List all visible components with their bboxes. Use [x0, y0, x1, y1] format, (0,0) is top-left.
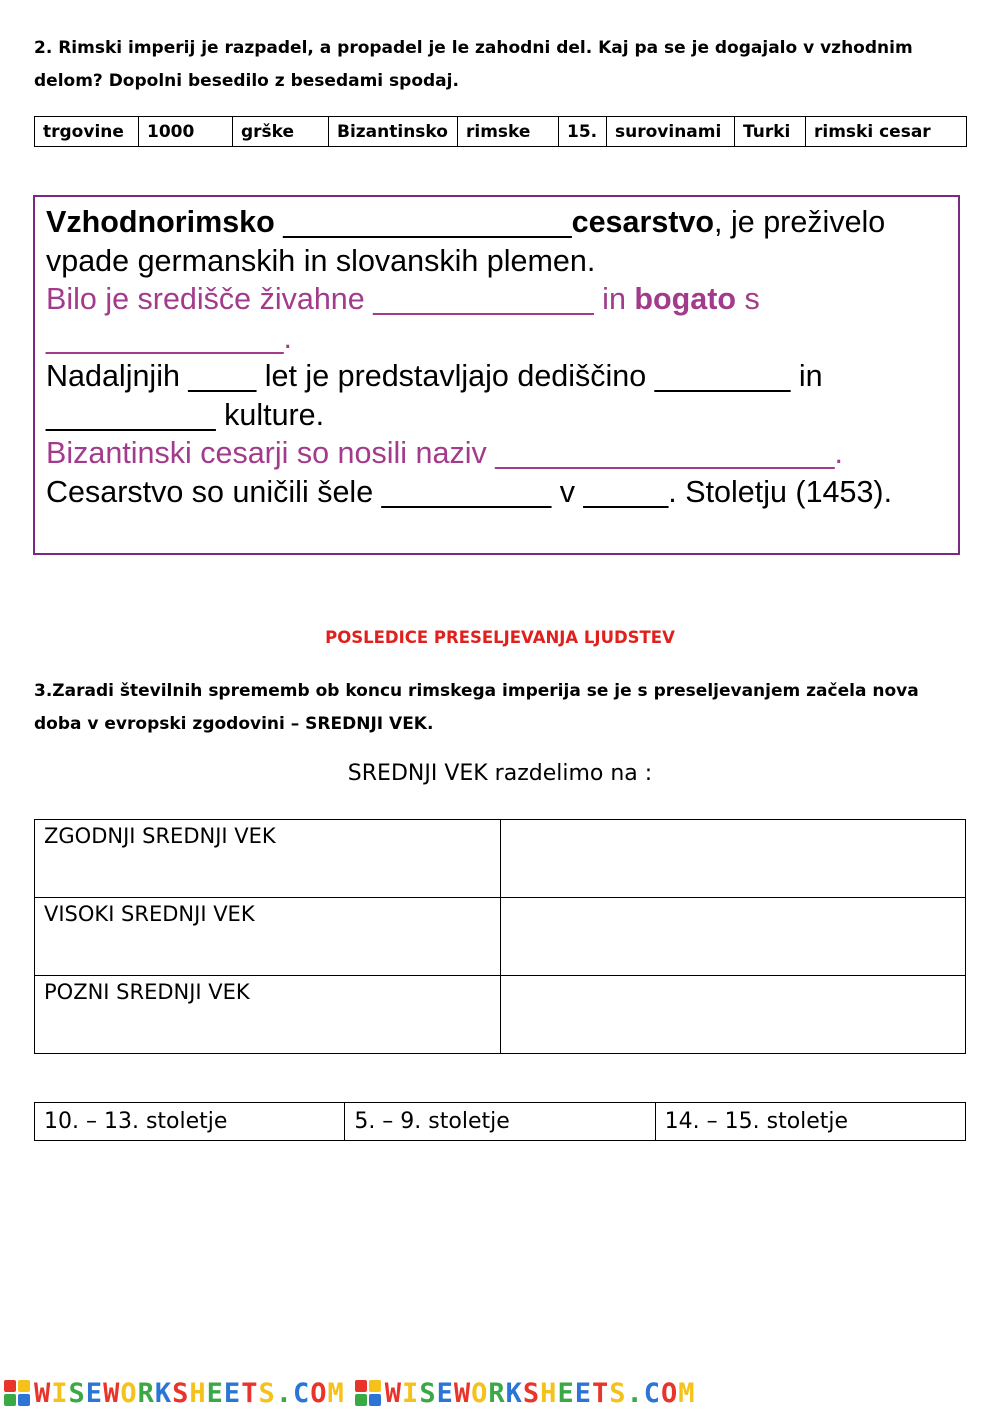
- cloze-paragraph-1: [46, 203, 948, 280]
- cloze-paragraph-3: Nadaljnjih ____ let je predstavljajo dediščino ________ in __________ kulture.: [46, 359, 823, 432]
- word-bank-item: trgovine: [35, 117, 139, 147]
- word-bank-table: [34, 116, 967, 147]
- logo-square-icon: [18, 1394, 30, 1406]
- period-label: POZNI SREDNJI VEK: [35, 976, 501, 1054]
- word-bank-item: surovinami: [607, 117, 735, 147]
- section-title: POSLEDICE PRESELJEVANJA LJUDSTEV: [325, 628, 675, 647]
- cloze-paragraph-5: Cesarstvo so uničili šele __________ v _____. Stoletju (1453).: [46, 474, 893, 509]
- century-option[interactable]: 10. – 13. stoletje: [35, 1103, 345, 1141]
- cloze-bold-start: Vzhodnorimsko: [46, 205, 275, 239]
- cloze-paragraph-2: [46, 280, 948, 357]
- century-option[interactable]: 5. – 9. stoletje: [345, 1103, 655, 1141]
- logo-square-icon: [369, 1380, 381, 1392]
- periods-table: [34, 819, 966, 1054]
- footer-watermark: [0, 1376, 1000, 1410]
- period-answer-cell[interactable]: [500, 820, 966, 898]
- table-row: [35, 898, 966, 976]
- subheading: SREDNJI VEK razdelimo na :: [347, 761, 653, 786]
- logo-square-icon: [18, 1380, 30, 1392]
- logo-grid-icon: [4, 1380, 30, 1406]
- word-bank-item: 15.: [559, 117, 607, 147]
- period-label: ZGODNJI SREDNJI VEK: [35, 820, 501, 898]
- word-bank-item: rimske: [458, 117, 559, 147]
- century-option[interactable]: 14. – 15. stoletje: [655, 1103, 965, 1141]
- word-bank-item: grške: [233, 117, 329, 147]
- period-answer-cell[interactable]: [500, 976, 966, 1054]
- question-3-text: 3.Zaradi številnih sprememb ob koncu rimskega imperija se je s preseljevanjem začela nova doba v evropski zgodovini – SREDNJI VEK.: [34, 681, 919, 734]
- word-bank-item: Bizantinsko: [329, 117, 458, 147]
- cloze-text: s ______________.: [46, 282, 760, 355]
- question-2-text: 2. Rimski imperij je razpadel, a propadel je le zahodni del. Kaj pa se je dogajalo v vzhodnim delom? Dopolni besedilo z besedami spodaj.: [34, 38, 913, 91]
- word-bank-item: 1000: [139, 117, 233, 147]
- logo-square-icon: [4, 1380, 16, 1392]
- cloze-paragraph-4: Bizantinski cesarji so nosili naziv ____________________.: [46, 436, 843, 470]
- logo-grid-icon: [355, 1380, 381, 1406]
- centuries-table: [34, 1102, 966, 1141]
- logo-unit: [355, 1378, 696, 1409]
- word-bank-item: Turki: [735, 117, 806, 147]
- cloze-bold-word: bogato: [634, 282, 737, 316]
- cloze-blank[interactable]: _________________: [274, 205, 572, 239]
- cloze-text-box: [33, 195, 960, 555]
- logo-text: WISEWORKSHEETS.COM: [34, 1377, 345, 1409]
- cloze-bold-end: cesarstvo: [571, 205, 715, 239]
- logo-square-icon: [369, 1394, 381, 1406]
- logo-square-icon: [355, 1380, 367, 1392]
- logo-square-icon: [4, 1394, 16, 1406]
- word-bank-item: rimski cesar: [806, 117, 967, 147]
- cloze-text: , je preživelo vpade germanskih in slovanskih plemen.: [46, 205, 886, 278]
- period-label: VISOKI SREDNJI VEK: [35, 898, 501, 976]
- table-row: [35, 976, 966, 1054]
- period-answer-cell[interactable]: [500, 898, 966, 976]
- logo-text: WISEWORKSHEETS.COM: [384, 1377, 696, 1409]
- table-row: [35, 820, 966, 898]
- logo-unit: [4, 1378, 345, 1409]
- logo-square-icon: [355, 1394, 367, 1406]
- cloze-text: Bilo je središče živahne _____________ in: [46, 282, 635, 316]
